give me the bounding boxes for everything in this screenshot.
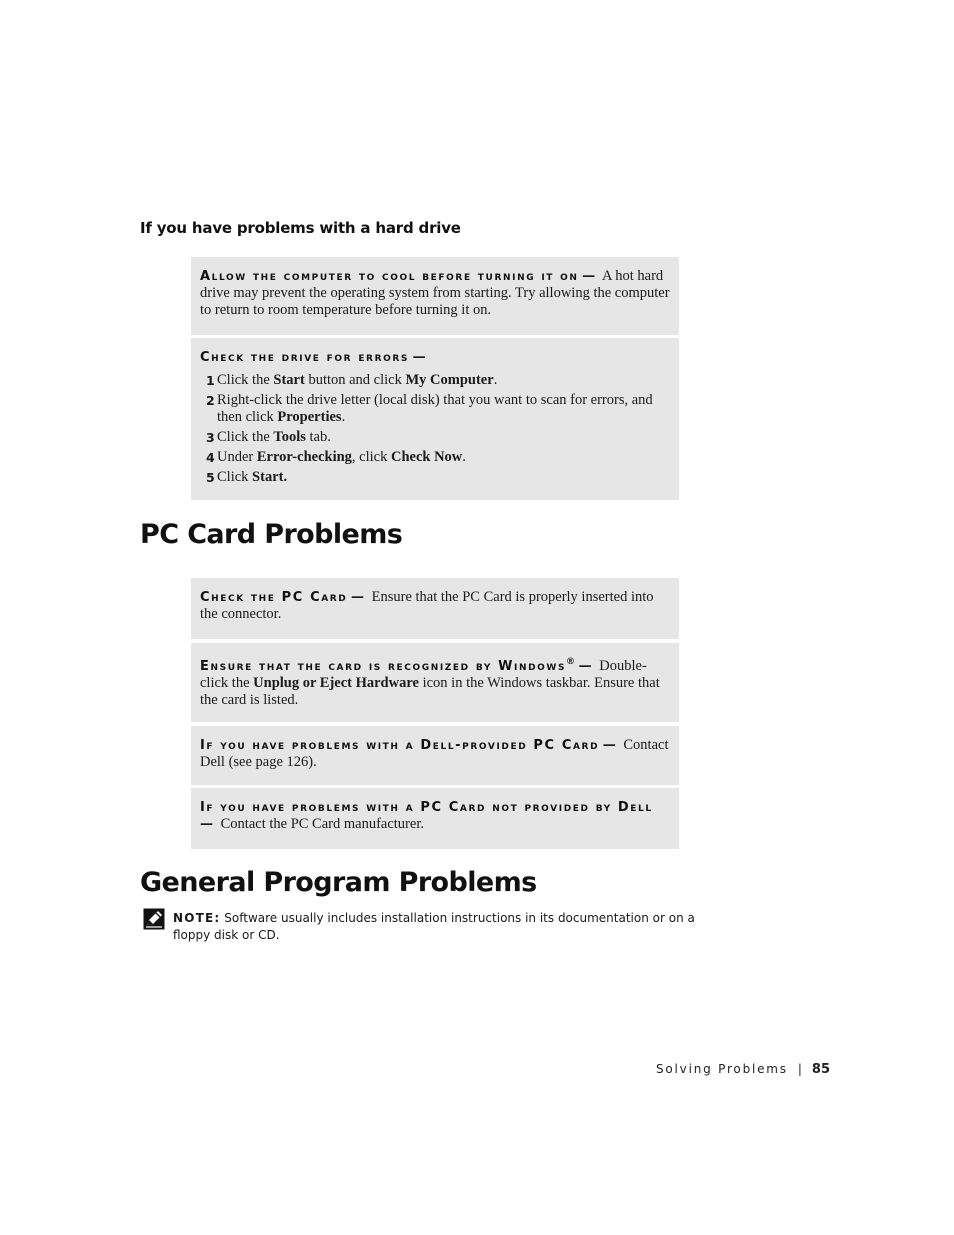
step-number: 4 — [206, 450, 215, 465]
step-bold: Properties — [277, 409, 342, 425]
general-program-heading: General Program Problems — [140, 867, 537, 898]
tip-text: A hot hard drive may prevent the operating system from starting. Try allowing the computer to return to room temperature before turning it on. — [200, 268, 670, 318]
tip-lead: Check the PC Card — [200, 590, 348, 605]
step-number: 5 — [206, 470, 215, 485]
step-text: . — [493, 372, 498, 388]
step-list — [200, 372, 670, 486]
step-item — [200, 392, 670, 426]
tip-check-drive — [191, 338, 679, 500]
tip-lead: Ensure that the card is recognized by Windows — [200, 658, 567, 674]
step-text: . — [341, 409, 346, 425]
tip-dell-provided-card — [191, 726, 679, 785]
step-item — [200, 449, 670, 466]
step-text: button and click — [304, 372, 406, 388]
em-dash: — — [351, 590, 364, 605]
tip-text: icon in the Windows taskbar. Ensure that the card is listed. — [200, 674, 660, 708]
tip-text: Double-click the — [200, 657, 647, 691]
em-dash: — — [602, 738, 616, 753]
step-text: Click — [217, 469, 253, 485]
tip-non-dell-card — [191, 788, 679, 849]
tip-lead: If you have problems with a Dell-provided PC Card — [200, 738, 600, 753]
footer-section-title: Solving Problems — [655, 1062, 788, 1076]
tip-lead: Allow the computer to cool before turning it on — [200, 269, 579, 284]
step-text: Right-click the drive letter (local disk) that you want to scan for errors, and then click — [217, 392, 653, 425]
step-item — [200, 429, 670, 446]
em-dash: — — [578, 658, 592, 674]
step-bold: Start. — [252, 469, 288, 485]
step-text: , click — [351, 449, 391, 465]
em-dash: — — [200, 817, 213, 832]
step-text: Click the — [217, 372, 274, 388]
tip-lead: If you have problems with a PC Card not provided by Dell — [200, 800, 653, 815]
pencil-note-icon — [143, 908, 165, 930]
step-item — [200, 469, 670, 486]
step-bold: Tools — [273, 429, 306, 445]
tip-allow-cool — [191, 257, 679, 335]
step-item — [200, 372, 670, 389]
tip-text: Contact the PC Card manufacturer. — [220, 816, 424, 832]
page-footer — [656, 1062, 830, 1077]
step-bold: Start — [273, 372, 305, 388]
tip-lead: Check the drive for errors — [200, 350, 409, 365]
tip-bold: Unplug or Eject Hardware — [253, 674, 419, 691]
tip-text: Ensure that the PC Card is properly inserted into the connector. — [200, 589, 654, 622]
page-number: 85 — [811, 1062, 830, 1077]
step-number: 1 — [206, 373, 215, 388]
em-dash: — — [412, 350, 426, 365]
step-number: 2 — [206, 393, 215, 408]
step-number: 3 — [206, 430, 215, 445]
em-dash: — — [582, 269, 596, 284]
step-text: Under — [217, 449, 257, 465]
hard-drive-heading: If you have problems with a hard drive — [140, 219, 461, 237]
tip-check-pc-card — [191, 578, 679, 639]
note-label: NOTE: — [173, 911, 221, 925]
step-text: tab. — [305, 429, 331, 445]
tip-card-recognized — [191, 643, 679, 722]
step-text: Click the — [217, 429, 274, 445]
step-bold: Error-checking — [256, 449, 352, 465]
note-body: Software usually includes installation instructions in its documentation or on a floppy disk or CD. — [173, 911, 695, 942]
step-text: . — [462, 449, 466, 465]
note-text — [173, 910, 729, 944]
registered-mark: ® — [566, 657, 576, 667]
tip-text: Contact Dell (see page 126). — [200, 737, 669, 770]
step-bold: Check Now — [390, 449, 463, 465]
pc-card-heading: PC Card Problems — [140, 519, 403, 550]
footer-separator: | — [797, 1062, 802, 1076]
step-bold: My Computer — [405, 372, 494, 388]
